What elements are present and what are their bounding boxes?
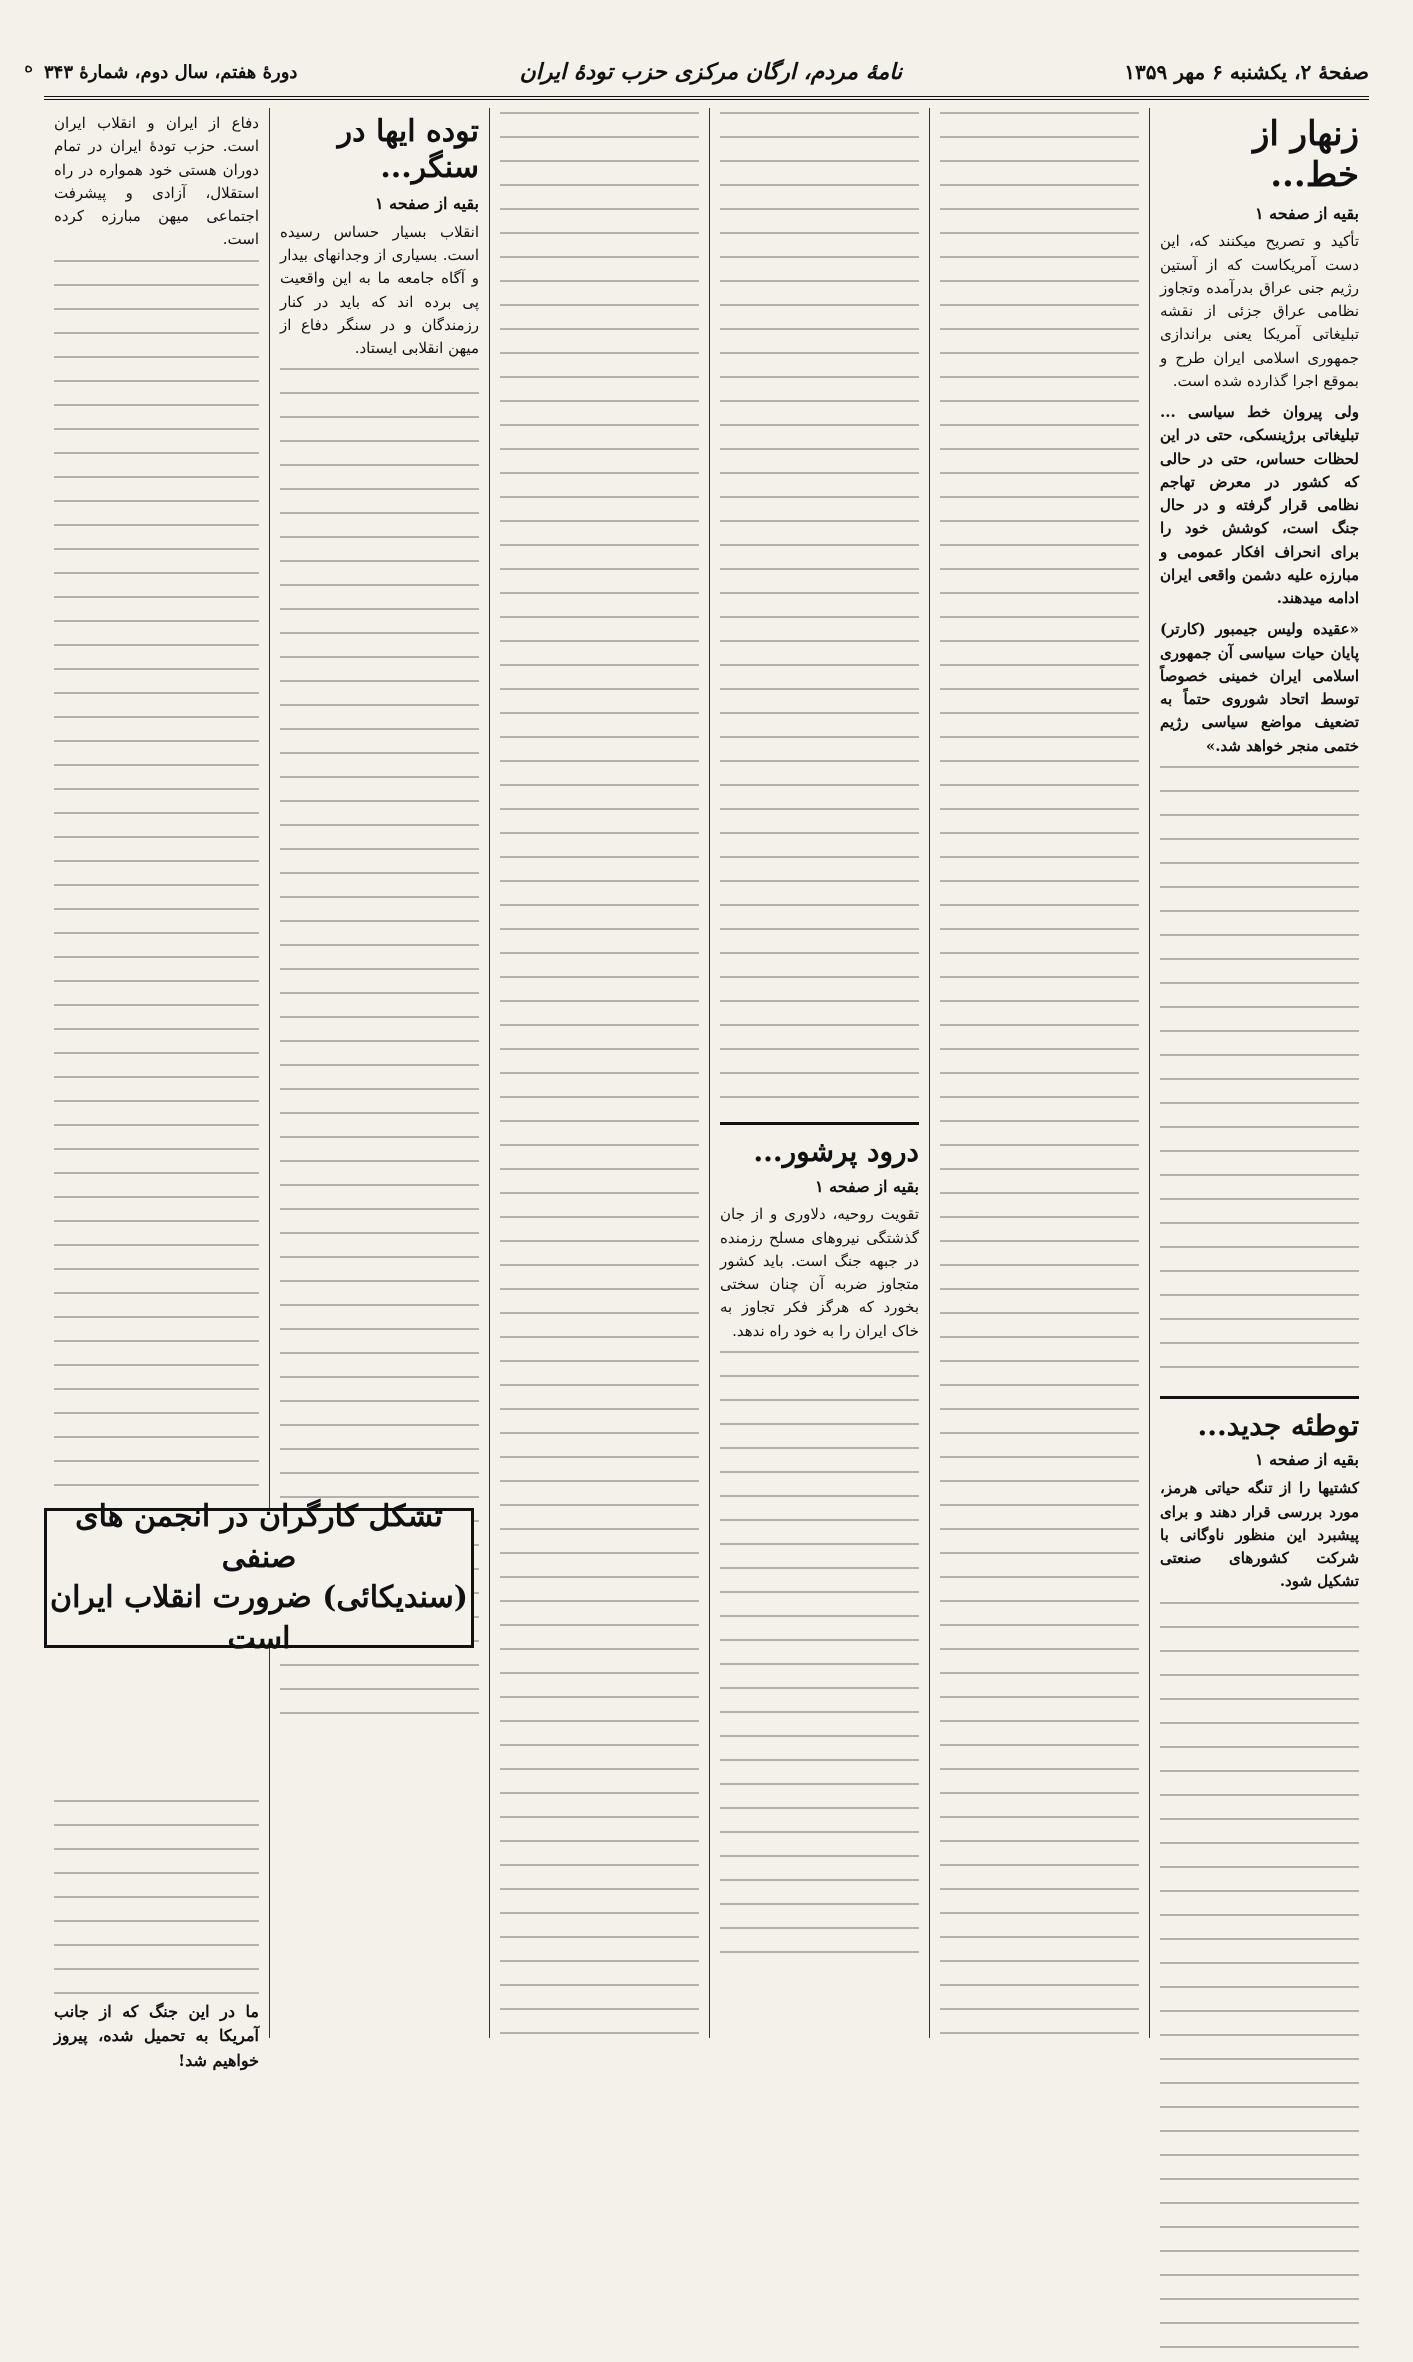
kicker-tote-e: بقیه از صفحه ۱ <box>1254 1450 1359 1470</box>
closing-slogan: ما در این جنگ که از جانب آمریکا به تحمیل شده، پیروز خواهیم شد! <box>54 2001 259 2071</box>
kicker-zenhar: بقیه از صفحه ۱ <box>1254 203 1359 223</box>
column-2 <box>929 108 1149 2038</box>
text-body <box>1160 1602 1359 2362</box>
headline-zenhar: زنهار از خط... <box>1252 114 1359 195</box>
kicker-tudeh: بقیه از صفحه ۱ <box>374 194 479 213</box>
date-line: صفحهٔ ۲، یکشنبه ۶ مهر ۱۳۵۹ <box>1124 60 1369 84</box>
article-columns <box>44 108 1369 2071</box>
column-4 <box>489 108 709 2038</box>
article-tudeh-p1: انقلاب بسیار حساس رسیده است. بسیاری از وجدانهای بیدار و آگاه جامعه ما به این واقعیت پی برده اند که باید در کنار رزمندگان و در سنگر دفاع از میهن انقلابی ایستاد. <box>280 222 479 358</box>
text-body <box>500 112 699 2034</box>
column-6 <box>44 108 269 2071</box>
text-body <box>54 260 259 1640</box>
article-zenhar-p1: تأکید و تصریح میکنند که، این دست آمریکاست که از آستین رژیم جنی عراق بدرآمده وتجاوز نظامی عراق جزئی از نقشه تبلیغاتی آمریکا یعنی براندازی جمهوری اسلامی ایران طرح و بموقع اجرا گذارده شده است. <box>1160 232 1359 390</box>
issue-line: دورهٔ هفتم، سال دوم، شمارهٔ ۳۴۳ <box>44 61 298 83</box>
column-5 <box>269 108 489 2038</box>
boxed-slogan-line-1: تشکل کارگران در انجمن های صنفی <box>75 1499 443 1575</box>
boxed-slogan-line-2: (سندیکائی) ضرورت انقلاب ایران است <box>50 1580 468 1656</box>
text-body <box>720 112 919 1112</box>
text-body <box>940 112 1139 2034</box>
paper-name: نامهٔ مردم، ارگان مرکزی حزب تودهٔ ایران <box>519 59 903 85</box>
section-divider <box>1160 1396 1359 1399</box>
headline-tudeh: توده ایها در سنگر... <box>337 114 479 185</box>
masthead <box>44 48 1369 100</box>
text-body <box>54 1800 259 2000</box>
section-divider <box>720 1122 919 1125</box>
article-zenhar-p3: «عقیده ولیس جیمبور (کارتر) پایان حیات سیاسی آن جمهوری اسلامی ایران خمینی خصوصاً توسط اتحاد شوروی حتماً به تضعیف مواضع سیاسی رژیم ختمی منجر خواهد شد.» <box>1160 620 1359 755</box>
page-corner-mark: ه <box>24 56 34 77</box>
column-1 <box>1149 108 1369 2038</box>
kicker-dorud: بقیه از صفحه ۱ <box>814 1176 919 1196</box>
boxed-slogan <box>44 1499 474 1656</box>
article-dorud-p1: تقویت روحیه، دلاوری و از جان گذشتگی نیروهای مسلح رزمنده در جبهه جنگ است. باید کشور متجاوز ضربه آن چنان سختی بخورد که هرگز فکر تجاوز به خاک ایران را به خود راه ندهد. <box>720 1205 919 1340</box>
column-3 <box>709 108 929 2038</box>
headline-dorud: درود پرشور... <box>753 1135 919 1168</box>
text-body <box>1160 766 1359 1386</box>
text-body <box>720 1351 919 1971</box>
article-col6-p1: دفاع از ایران و انقلاب ایران است. حزب تودهٔ ایران در تمام دوران هستی خود همواره در راه استقلال، آزادی و پیشرفت اجتماعی میهن مبارزه کرده است. <box>54 114 259 249</box>
headline-tote-e: توطئه جدید... <box>1197 1408 1359 1442</box>
article-zenhar-p2: ولی پیروان خط سیاسی ... تبلیغاتی برژینسکی، حتی در این لحظات حساس، حتی در حالی که کشور در معرض تهاجم نظامی قرار گرفته و در حال جنگ است، کوشش خود را برای انحراف افکار عمومی و مبارزه علیه دشمن واقعی ایران ادامه میدهند. <box>1160 403 1359 608</box>
article-tote-e-p1: کشتیها را از تنگه حیاتی هرمز، مورد بررسی قرار دهند و برای پیشبرد این منظور ناوگانی با شرکت کشورهای صنعتی تشکیل شود. <box>1160 1479 1359 1591</box>
